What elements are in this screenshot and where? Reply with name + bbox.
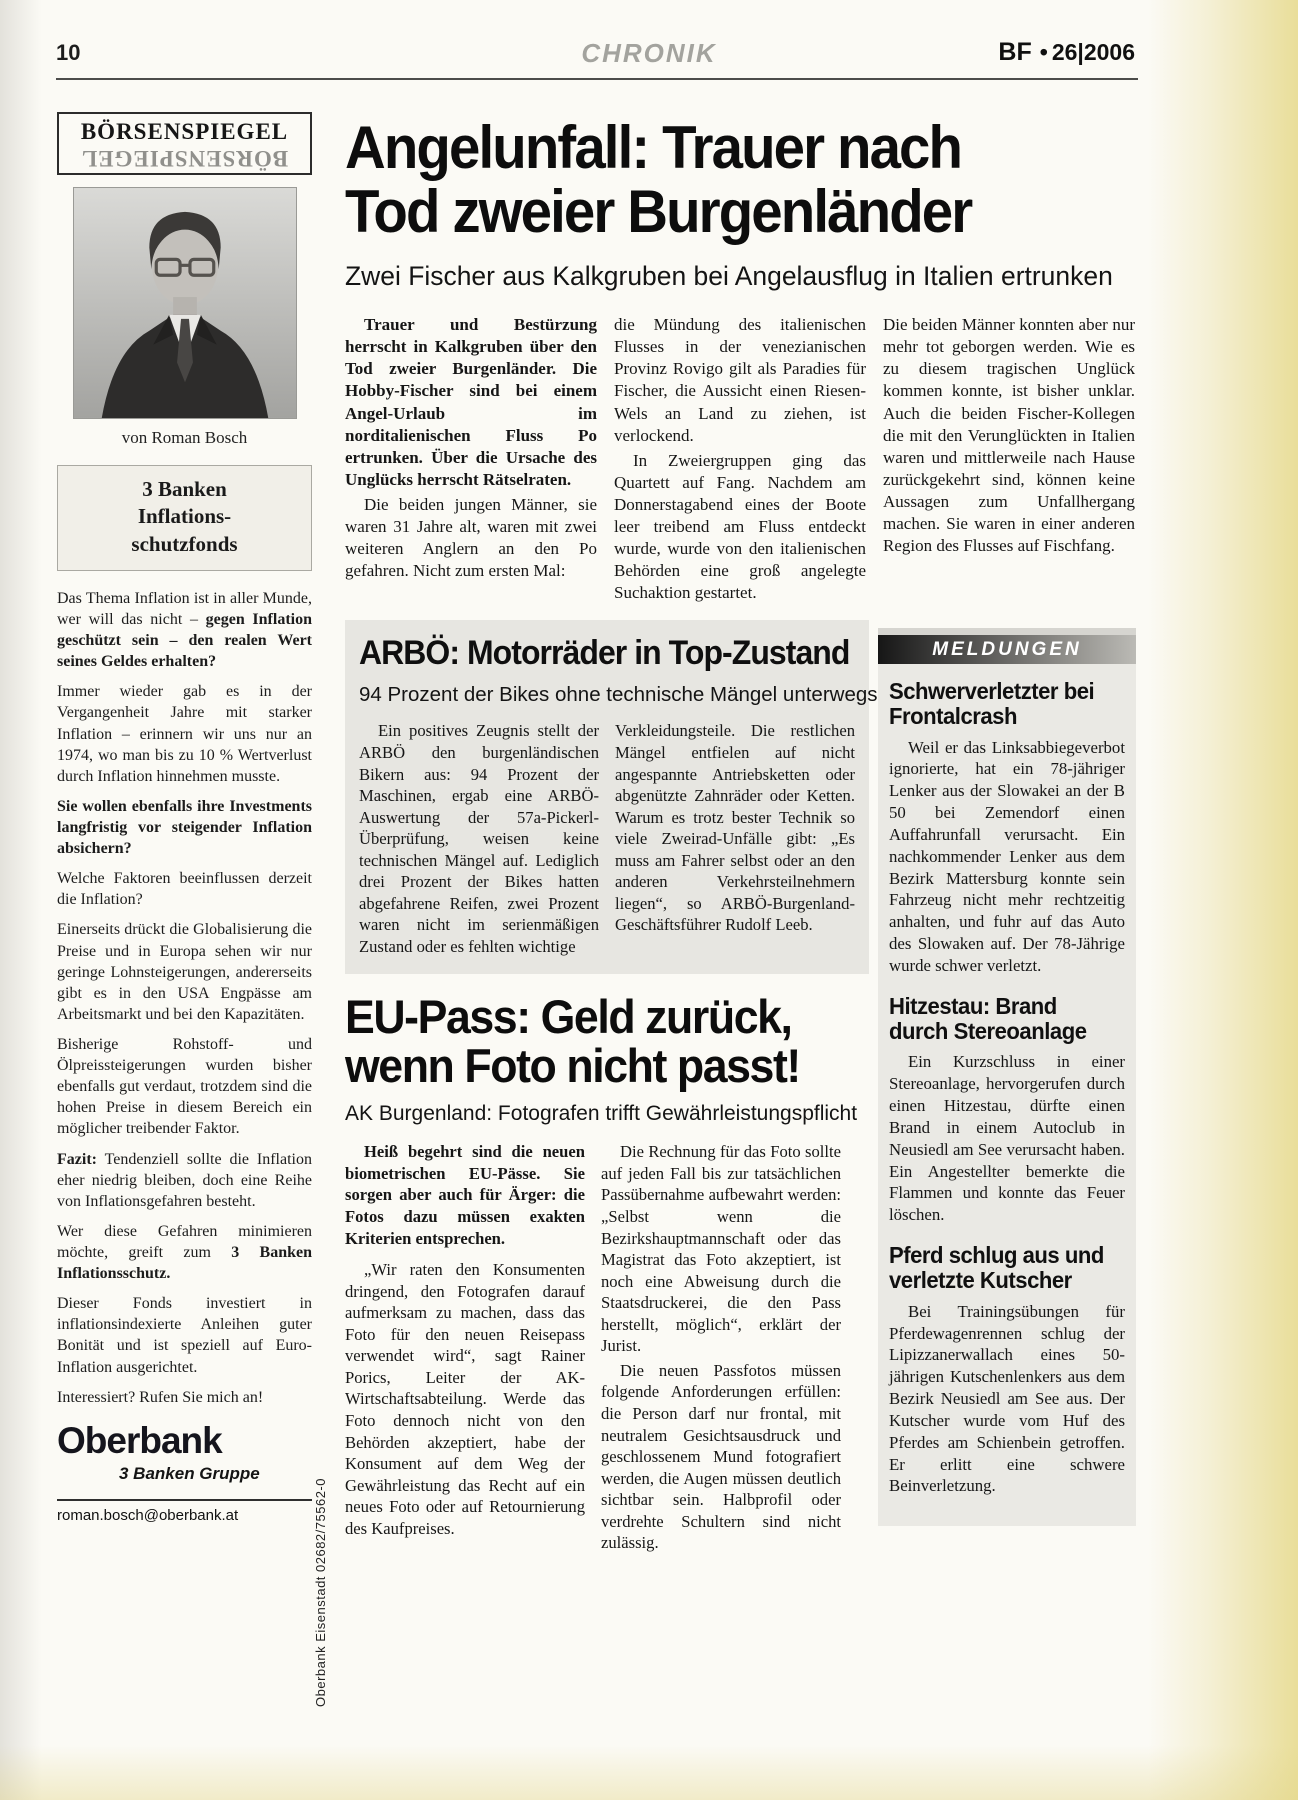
eupass-article (345, 989, 869, 1554)
body-paragraph: die Mündung des italienischen Flusses in der venezianischen Provinz Rovigo gilt als Paradies für Fischer, die Aussicht einen Riesen-Wels an Land zu ziehen, ist verlockend. (614, 315, 866, 445)
paragraph-text: Das Thema Inflation ist in aller Munde, wer will das nicht – (57, 589, 312, 628)
paragraph-bold: gegen Inflation geschützt sein – den realen Wert seines Geldes erhalten? (57, 611, 312, 671)
eupass-column-1 (345, 1141, 585, 1554)
paragraph-bold: Sie wollen ebenfalls ihre Investments langfristig vor steigender Inflation absichern? (57, 797, 312, 858)
eupass-subhead: AK Burgenland: Fotografen trifft Gewährleistungspflicht (345, 1102, 858, 1126)
meldung-title: Pferd schlug aus und verletzte Kutscher (889, 1242, 1104, 1293)
advertorial-paragraph (57, 1221, 312, 1284)
header-rule (56, 78, 1138, 80)
meldungen-header-band (878, 635, 1136, 664)
meldung-body: Weil er das Linksabbiegeverbot ignorierte, hat ein 78-jähriger Lenker aus der Slowakei an der B 50 bei Zemendorf einen Auffahrunfall verursacht. Ein nachkommender Lenker aus dem Bezirk Mattersburg konnte sein Fahrzeug nicht mehr rechtzeitig anhalten, und fuhr auf das Auto des Slowaken auf. Der 78-Jährige wurde schwer verletzt. (889, 737, 1125, 975)
arbo-headline: ARBÖ: Motorräder in Top-Zustand (359, 634, 850, 673)
meldungen-header: MELDUNGEN (932, 638, 1082, 660)
lead-headline (345, 116, 1139, 243)
oberbank-group-label: 3 Banken Gruppe (119, 1463, 260, 1483)
meldung-title: Schwerverletzter bei Frontalcrash (889, 678, 1095, 729)
paragraph-text: Einerseits drückt die Globalisierung die Preise und in Europa sehen wir nur geringe Lohnsteigerungen, andererseits gibt es in den USA Engpässe am Arbeitsmarkt und bei den Kapazitäten. (57, 921, 312, 1023)
boersenspiegel-title: BÖRSENSPIEGEL (80, 119, 289, 144)
advertorial-paragraph (57, 1034, 312, 1140)
boersenspiegel-column (57, 112, 312, 1524)
arbo-article (345, 620, 878, 973)
fund-title-box (57, 465, 312, 571)
meldung-item (878, 664, 1136, 979)
fund-title-line: Inflations- (137, 504, 232, 529)
lead-body-columns (345, 314, 1135, 604)
paragraph-bold: 3 Banken Inflationsschutz. (57, 1243, 312, 1283)
paragraph-text: Wer diese Gefahren minimieren möchte, greift zum (57, 1222, 312, 1261)
advertorial-body (57, 588, 312, 1408)
arbo-subhead: 94 Prozent der Bikes ohne technische Mängel unterwegs (359, 683, 878, 707)
meldung-item (878, 979, 1136, 1228)
boersenspiegel-title-mirrored: BÖRSENSPIEGEL (80, 146, 289, 171)
eupass-headline-line: EU-Pass: Geld zurück, (345, 989, 792, 1043)
lead-article (345, 116, 1135, 604)
body-paragraph: Die beiden jungen Männer, sie waren 31 Jahre alt, waren mit zwei weiteren Anglern an den Po gefahren. Nicht zum ersten Mal: (345, 494, 597, 581)
arbo-column-1 (359, 720, 599, 957)
fund-title-line: schutzfonds (131, 531, 238, 556)
eupass-body-columns (345, 1141, 869, 1554)
paragraph-text: Bisherige Rohstoff- und Ölpreissteigerungen wurden bisher ebenfalls gut verdaut, trotzdem sind die hohen Preise in diesem Bereich ein möglicher treibender Faktor. (57, 1035, 312, 1138)
advertorial-paragraph (57, 681, 312, 787)
paragraph-text: Interessiert? Rufen Sie mich an! (57, 1388, 264, 1406)
body-paragraph: Die beiden Männer konnten aber nur mehr tot geborgen werden. Wie es zu diesem tragischen Unglück kommen konnte, ist bisher unklar. Auch die beiden Fischer-Kollegen die mit den Verunglückten in Italien waren und mittlerweile nach Hause zurückgekehrt sind, können keine Aussagen zum Unfallhergang machen. Sie waren in einer anderen Region des Flusses auf Fischfang. (883, 315, 1135, 556)
meldung-body: Bei Trainingsübungen für Pferdewagenrennen schlug der Lipizzanerwallach eines 50-jährigen Kutschenlenkers aus dem Bezirk Neusiedl am See aus. Der Kutscher wurde vom Huf des Pferdes am Schienbein getroffen. Er erlitt eine schwere Beinverletzung. (889, 1301, 1125, 1496)
advertorial-paragraph (57, 868, 312, 910)
issue-number: 26|2006 (1051, 39, 1135, 65)
lead-intro-paragraph: Trauer und Bestürzung herrscht in Kalkgruben über den Tod zweier Burgenländer. Die Hobby-Fischer sind bei einem Angel-Urlaub im norditalienischen Fluss Po ertrunken. Über die Ursache des Unglücks herrscht Rätselraten. (345, 315, 597, 489)
paragraph-text: Immer wieder gab es in der Vergangenheit Jahre mit starker Inflation – erinnern wir uns nur an 1974, wo man bis zu 10 % Wertverlust durch Inflation hinnehmen musste. (57, 683, 312, 785)
meldung-title: Hitzestau: Brand durch Stereoanlage (889, 992, 1087, 1044)
eupass-intro-paragraph: Heiß begehrt sind die neuen biometrischen EU-Pässe. Sie sorgen aber auch für Ärger: die Fotos dazu müssen exakten Kriterien entsprechen. (345, 1142, 585, 1248)
scan-edge-left (0, 0, 42, 1800)
paragraph-bold: Fazit: (57, 1150, 97, 1168)
meldung-item (878, 1228, 1136, 1499)
meldungen-panel (878, 628, 1136, 1526)
scan-edge-bottom (0, 1745, 1298, 1800)
paragraph-text: Welche Faktoren beeinflussen derzeit die Inflation? (57, 870, 312, 909)
body-paragraph: Ein positives Zeugnis stellt der ARBÖ den burgenländischen Bikern aus: 94 Prozent der Maschinen, ergab eine ARBÖ-Auswertung der 57a-Pickerl-Überprüfung, weisen keine technischen Mängel auf. Lediglich drei Prozent der Bikes hatten abgefahrene Reifen, zwei Prozent waren nicht im serienmäßigen Zustand oder es fehlten wichtige (359, 721, 599, 957)
body-paragraph: Die neuen Passfotos müssen folgende Anforderungen erfüllen: die Person darf nur frontal, mit neutralem Gesichtsausdruck und geschlossenem Mund fotografiert werden, die Augen müssen deutlich sichtbar sein. Halbprofil oder verdrehte Schultern sind nicht zulässig. (601, 1360, 841, 1553)
body-paragraph: In Zweiergruppen ging das Quartett auf Fang. Nachdem am Donnerstagabend eines der Boote leer treibend am Fluss entdeckt wurde, wurde von den italienischen Behörden eine groß angelegte Suchaktion gestartet. (614, 450, 866, 603)
advertorial-paragraph (57, 1387, 312, 1408)
meldungen-top-strip (878, 628, 1136, 635)
issue-separator: • (1039, 39, 1048, 65)
imprint-vertical-note: Oberbank Eisenstadt 02682/75562-0 (313, 1478, 328, 1707)
body-paragraph: Verkleidungsteile. Die restlichen Mängel entfielen auf nicht angespannte Antriebsketten oder abgenützte Zahnräder oder Ketten. Warum es trotz bester Technik so viele Zweirad-Unfälle gibt: „Es muss am Fahrer selbst oder an den anderen Verkehrsteilnehmern liegen“, so ARBÖ-Burgenland-Geschäftsführer Rudolf Leeb. (615, 721, 855, 935)
lead-subhead: Zwei Fischer aus Kalkgruben bei Angelausflug in Italien ertrunken (345, 261, 1113, 292)
section-title: CHRONIK (581, 38, 717, 68)
portrait-illustration (74, 188, 296, 418)
oberbank-logo-block (57, 1420, 312, 1484)
page-number: 10 (56, 40, 81, 65)
advertorial-paragraph (57, 588, 312, 672)
paragraph-text: Tendenziell sollte die Inflation eher niedrig bleiben, doch eine Reihe von Inflationsgefahren besteht. (57, 1150, 312, 1210)
issue-brand: BF (998, 38, 1032, 66)
oberbank-logo: Oberbank (57, 1419, 222, 1461)
paragraph-text: Dieser Fonds investiert in inflationsindexierte Anleihen guter Bonität und ist speziell auf Euro-Inflation ausgerichtet. (57, 1295, 312, 1376)
contact-email: roman.bosch@oberbank.at (57, 1499, 312, 1524)
arbo-column-2 (615, 720, 855, 957)
scan-edge-right (1148, 0, 1298, 1800)
body-paragraph: „Wir raten den Konsumenten dringend, den Fotografen darauf aufmerksam zu machen, dass das Foto für den neuen Reisepass verwendet wird“, sagt Rainer Porics, Leiter der AK-Wirtschaftsabteilung. Werde das Foto dennoch nicht von den Behörden akzeptiert, habe der Konsument auf dem Weg der Gewährleistung das Recht auf ein neues Foto oder auf Retournierung des Kaufpreises. (345, 1260, 585, 1538)
advertorial-paragraph (57, 796, 312, 859)
meldung-body: Ein Kurzschluss in einer Stereoanlage, hervorgerufen durch einen Hitzestau, dürfte einen Brand in einem Autoclub in Neusiedl am See verursacht haben. Ein Angestellter bemerkte die Flammen und konnte das Feuer löschen. (889, 1052, 1125, 1225)
eupass-column-2 (601, 1141, 841, 1554)
boersenspiegel-masthead-box (57, 112, 312, 175)
arbo-body-columns (359, 720, 855, 957)
lead-column-3 (883, 314, 1135, 604)
eupass-headline (345, 989, 879, 1092)
lead-headline-line: Angelunfall: Trauer nach (345, 114, 962, 181)
lead-headline-line: Tod zweier Burgenländer (345, 177, 972, 245)
eupass-headline-line: wenn Foto nicht passt! (345, 1038, 800, 1092)
lead-column-2 (614, 314, 866, 604)
issue-label (998, 38, 1135, 67)
author-caption: von Roman Bosch (121, 428, 248, 447)
portrait-photo (73, 187, 297, 419)
fund-title-line: 3 Banken (142, 477, 227, 501)
advertorial-paragraph (57, 919, 312, 1025)
body-paragraph: Die Rechnung für das Foto sollte auf jeden Fall bis zur tatsächlichen Passübernahme aufbewahrt werden: „Selbst wenn die Bezirkshauptmannschaft oder das Magistrat das Foto akzeptiert, ist noch eine Abweisung durch die Staatsdruckerei, die den Pass herstellt, möglich“, erklärt der Jurist. (601, 1142, 841, 1356)
advertorial-paragraph (57, 1293, 312, 1377)
advertorial-paragraph (57, 1149, 312, 1212)
lead-column-1 (345, 314, 597, 604)
